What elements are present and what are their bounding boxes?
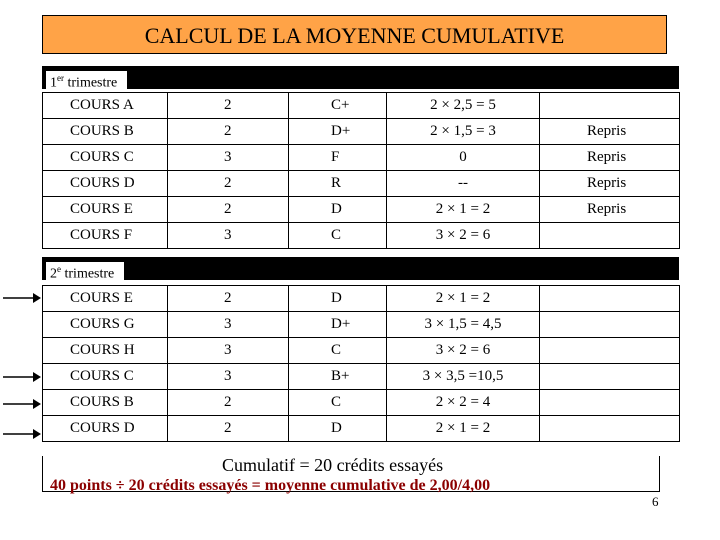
table-row <box>43 223 680 249</box>
status <box>540 286 680 312</box>
points-calc: 0 <box>387 145 540 171</box>
grade: D <box>289 416 387 442</box>
credits: 3 <box>168 145 289 171</box>
credits: 2 <box>168 93 289 119</box>
table-row <box>43 338 680 364</box>
table-row <box>43 286 680 312</box>
grade: C <box>289 390 387 416</box>
grades-table-2 <box>42 285 680 442</box>
arrow-right-icon <box>3 292 41 304</box>
status <box>540 93 680 119</box>
table-row <box>43 119 680 145</box>
status: Repris <box>540 197 680 223</box>
grade: D <box>289 286 387 312</box>
points-calc: 3 × 2 = 6 <box>387 223 540 249</box>
arrow-right-icon <box>3 371 41 383</box>
points-calc: 3 × 2 = 6 <box>387 338 540 364</box>
table-row <box>43 171 680 197</box>
course-name: COURS B <box>43 119 168 145</box>
points-calc: 2 × 1 = 2 <box>387 416 540 442</box>
status <box>540 223 680 249</box>
status <box>540 338 680 364</box>
status <box>540 416 680 442</box>
grade: F <box>289 145 387 171</box>
course-name: COURS D <box>43 171 168 197</box>
status <box>540 312 680 338</box>
grade: B+ <box>289 364 387 390</box>
credits: 3 <box>168 364 289 390</box>
grade: C+ <box>289 93 387 119</box>
course-name: COURS G <box>43 312 168 338</box>
credits: 2 <box>168 171 289 197</box>
grade: D+ <box>289 312 387 338</box>
grade: D <box>289 197 387 223</box>
page-title: CALCUL DE LA MOYENNE CUMULATIVE <box>42 15 667 54</box>
credits: 2 <box>168 390 289 416</box>
section-label-1: 1er trimestre <box>46 71 127 93</box>
cumulative-credits: Cumulatif = 20 crédits essayés <box>222 455 444 475</box>
course-name: COURS B <box>43 390 168 416</box>
table-row <box>43 312 680 338</box>
table-row <box>43 145 680 171</box>
grade: C <box>289 338 387 364</box>
course-name: COURS E <box>43 197 168 223</box>
status: Repris <box>540 145 680 171</box>
grade: C <box>289 223 387 249</box>
status <box>540 390 680 416</box>
credits: 2 <box>168 197 289 223</box>
page-number: 6 <box>652 494 659 509</box>
table-row <box>43 197 680 223</box>
status: Repris <box>540 171 680 197</box>
course-name: COURS A <box>43 93 168 119</box>
credits: 2 <box>168 119 289 145</box>
table-row <box>43 364 680 390</box>
points-calc: 2 × 2 = 4 <box>387 390 540 416</box>
grade: R <box>289 171 387 197</box>
course-name: COURS D <box>43 416 168 442</box>
points-calc: 2 × 2,5 = 5 <box>387 93 540 119</box>
course-name: COURS C <box>43 364 168 390</box>
section-header-2 <box>42 257 679 280</box>
points-calc: -- <box>387 171 540 197</box>
points-calc: 3 × 1,5 = 4,5 <box>387 312 540 338</box>
table-row <box>43 416 680 442</box>
points-calc: 2 × 1 = 2 <box>387 197 540 223</box>
grade: D+ <box>289 119 387 145</box>
status: Repris <box>540 119 680 145</box>
credits: 3 <box>168 223 289 249</box>
status <box>540 364 680 390</box>
credits: 3 <box>168 338 289 364</box>
section-label-2: 2e trimestre <box>46 262 124 284</box>
credits: 2 <box>168 286 289 312</box>
grades-table-1 <box>42 92 680 249</box>
section-header-1 <box>42 66 679 89</box>
arrow-right-icon <box>3 398 41 410</box>
credits: 3 <box>168 312 289 338</box>
points-calc: 2 × 1,5 = 3 <box>387 119 540 145</box>
course-name: COURS C <box>43 145 168 171</box>
cumulative-average-result: 40 points ÷ 20 crédits essayés = moyenne cumulative de 2,00/4,00 <box>50 477 491 494</box>
credits: 2 <box>168 416 289 442</box>
course-name: COURS E <box>43 286 168 312</box>
points-calc: 3 × 3,5 =10,5 <box>387 364 540 390</box>
course-name: COURS H <box>43 338 168 364</box>
table-row <box>43 93 680 119</box>
table-row <box>43 390 680 416</box>
points-calc: 2 × 1 = 2 <box>387 286 540 312</box>
arrow-right-icon <box>3 428 41 440</box>
course-name: COURS F <box>43 223 168 249</box>
